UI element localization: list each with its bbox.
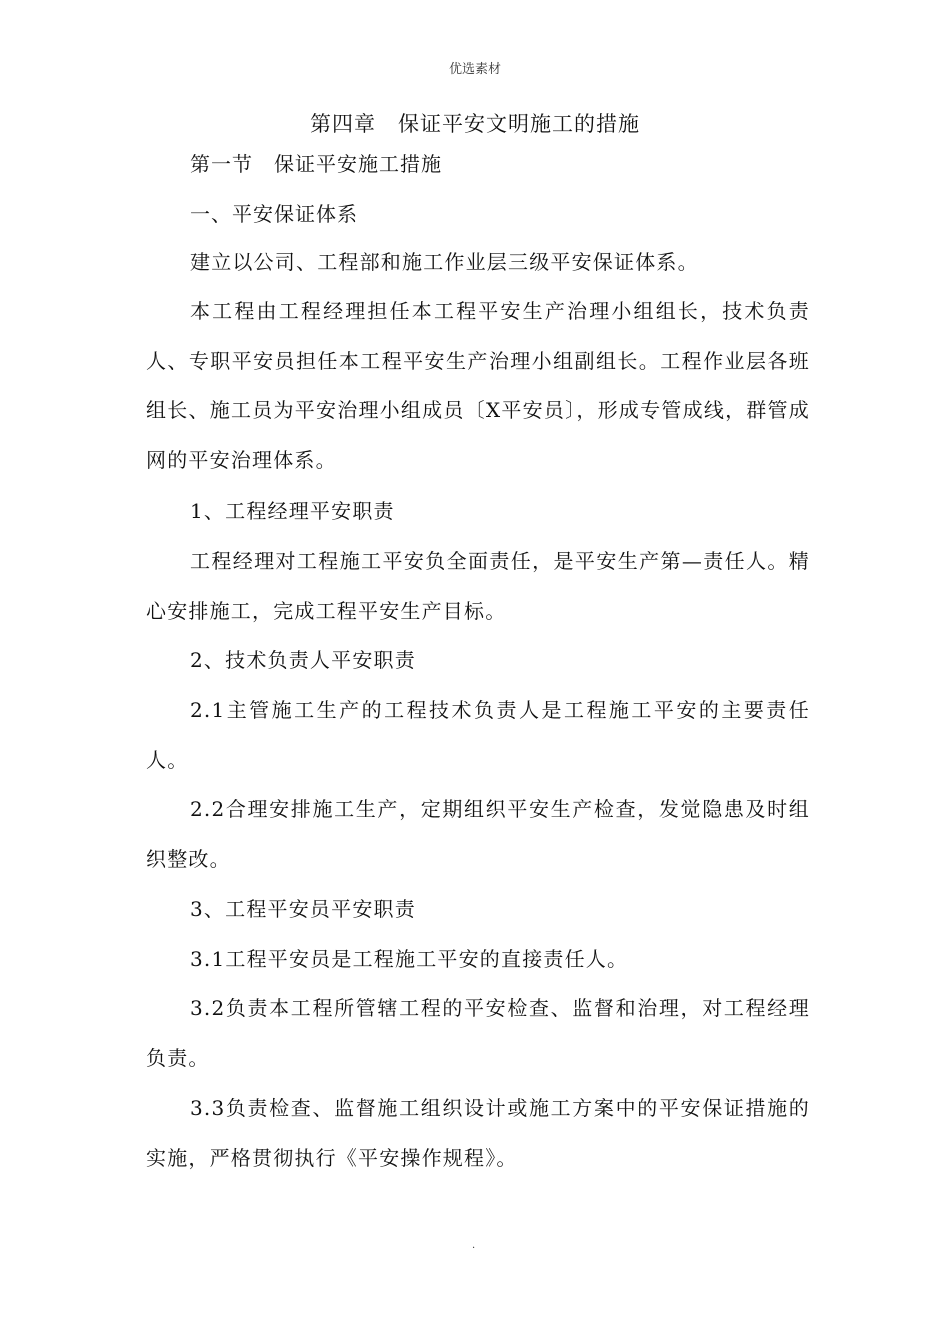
paragraph: 3.1工程平安员是工程施工平安的直接责任人。 <box>190 947 629 971</box>
section-heading: 第一节 保证平安施工措施 <box>190 152 442 176</box>
list-heading: 3、工程平安员平安职责 <box>190 897 416 921</box>
page-footer: . <box>472 1240 476 1251</box>
paragraph: 2.1主管施工生产的工程技术负责人是工程施工平安的主要责任人。 <box>146 698 810 772</box>
paragraph: 3.2负责本工程所管辖工程的平安检查、监督和治理，对工程经理负责。 <box>146 996 810 1070</box>
page-header: 优选素材 <box>448 62 501 77</box>
subsection-heading: 一、平安保证体系 <box>190 202 358 226</box>
paragraph: 2.2合理安排施工生产，定期组织平安生产检查，发觉隐患及时组织整改。 <box>146 797 810 871</box>
paragraph: 建立以公司、工程部和施工作业层三级平安保证体系。 <box>190 250 699 274</box>
paragraph: 3.3负责检查、监督施工组织设计或施工方案中的平安保证措施的实施，严格贯彻执行《平安操作规程》。 <box>146 1096 810 1170</box>
paragraph: 工程经理对工程施工平安负全面责任，是平安生产第—责任人。精心安排施工，完成工程平安生产目标。 <box>146 549 810 623</box>
chapter-title: 第四章 保证平安文明施工的措施 <box>310 112 640 136</box>
list-heading: 2、技术负责人平安职责 <box>190 648 416 672</box>
paragraph: 本工程由工程经理担任本工程平安生产治理小组组长，技术负责人、专职平安员担任本工程平安生产治理小组副组长。工程作业层各班组长、施工员为平安治理小组成员〔X平安员〕，形成专管成线，群管成网的平安治理体系。 <box>146 299 810 472</box>
list-heading: 1、工程经理平安职责 <box>190 499 395 523</box>
